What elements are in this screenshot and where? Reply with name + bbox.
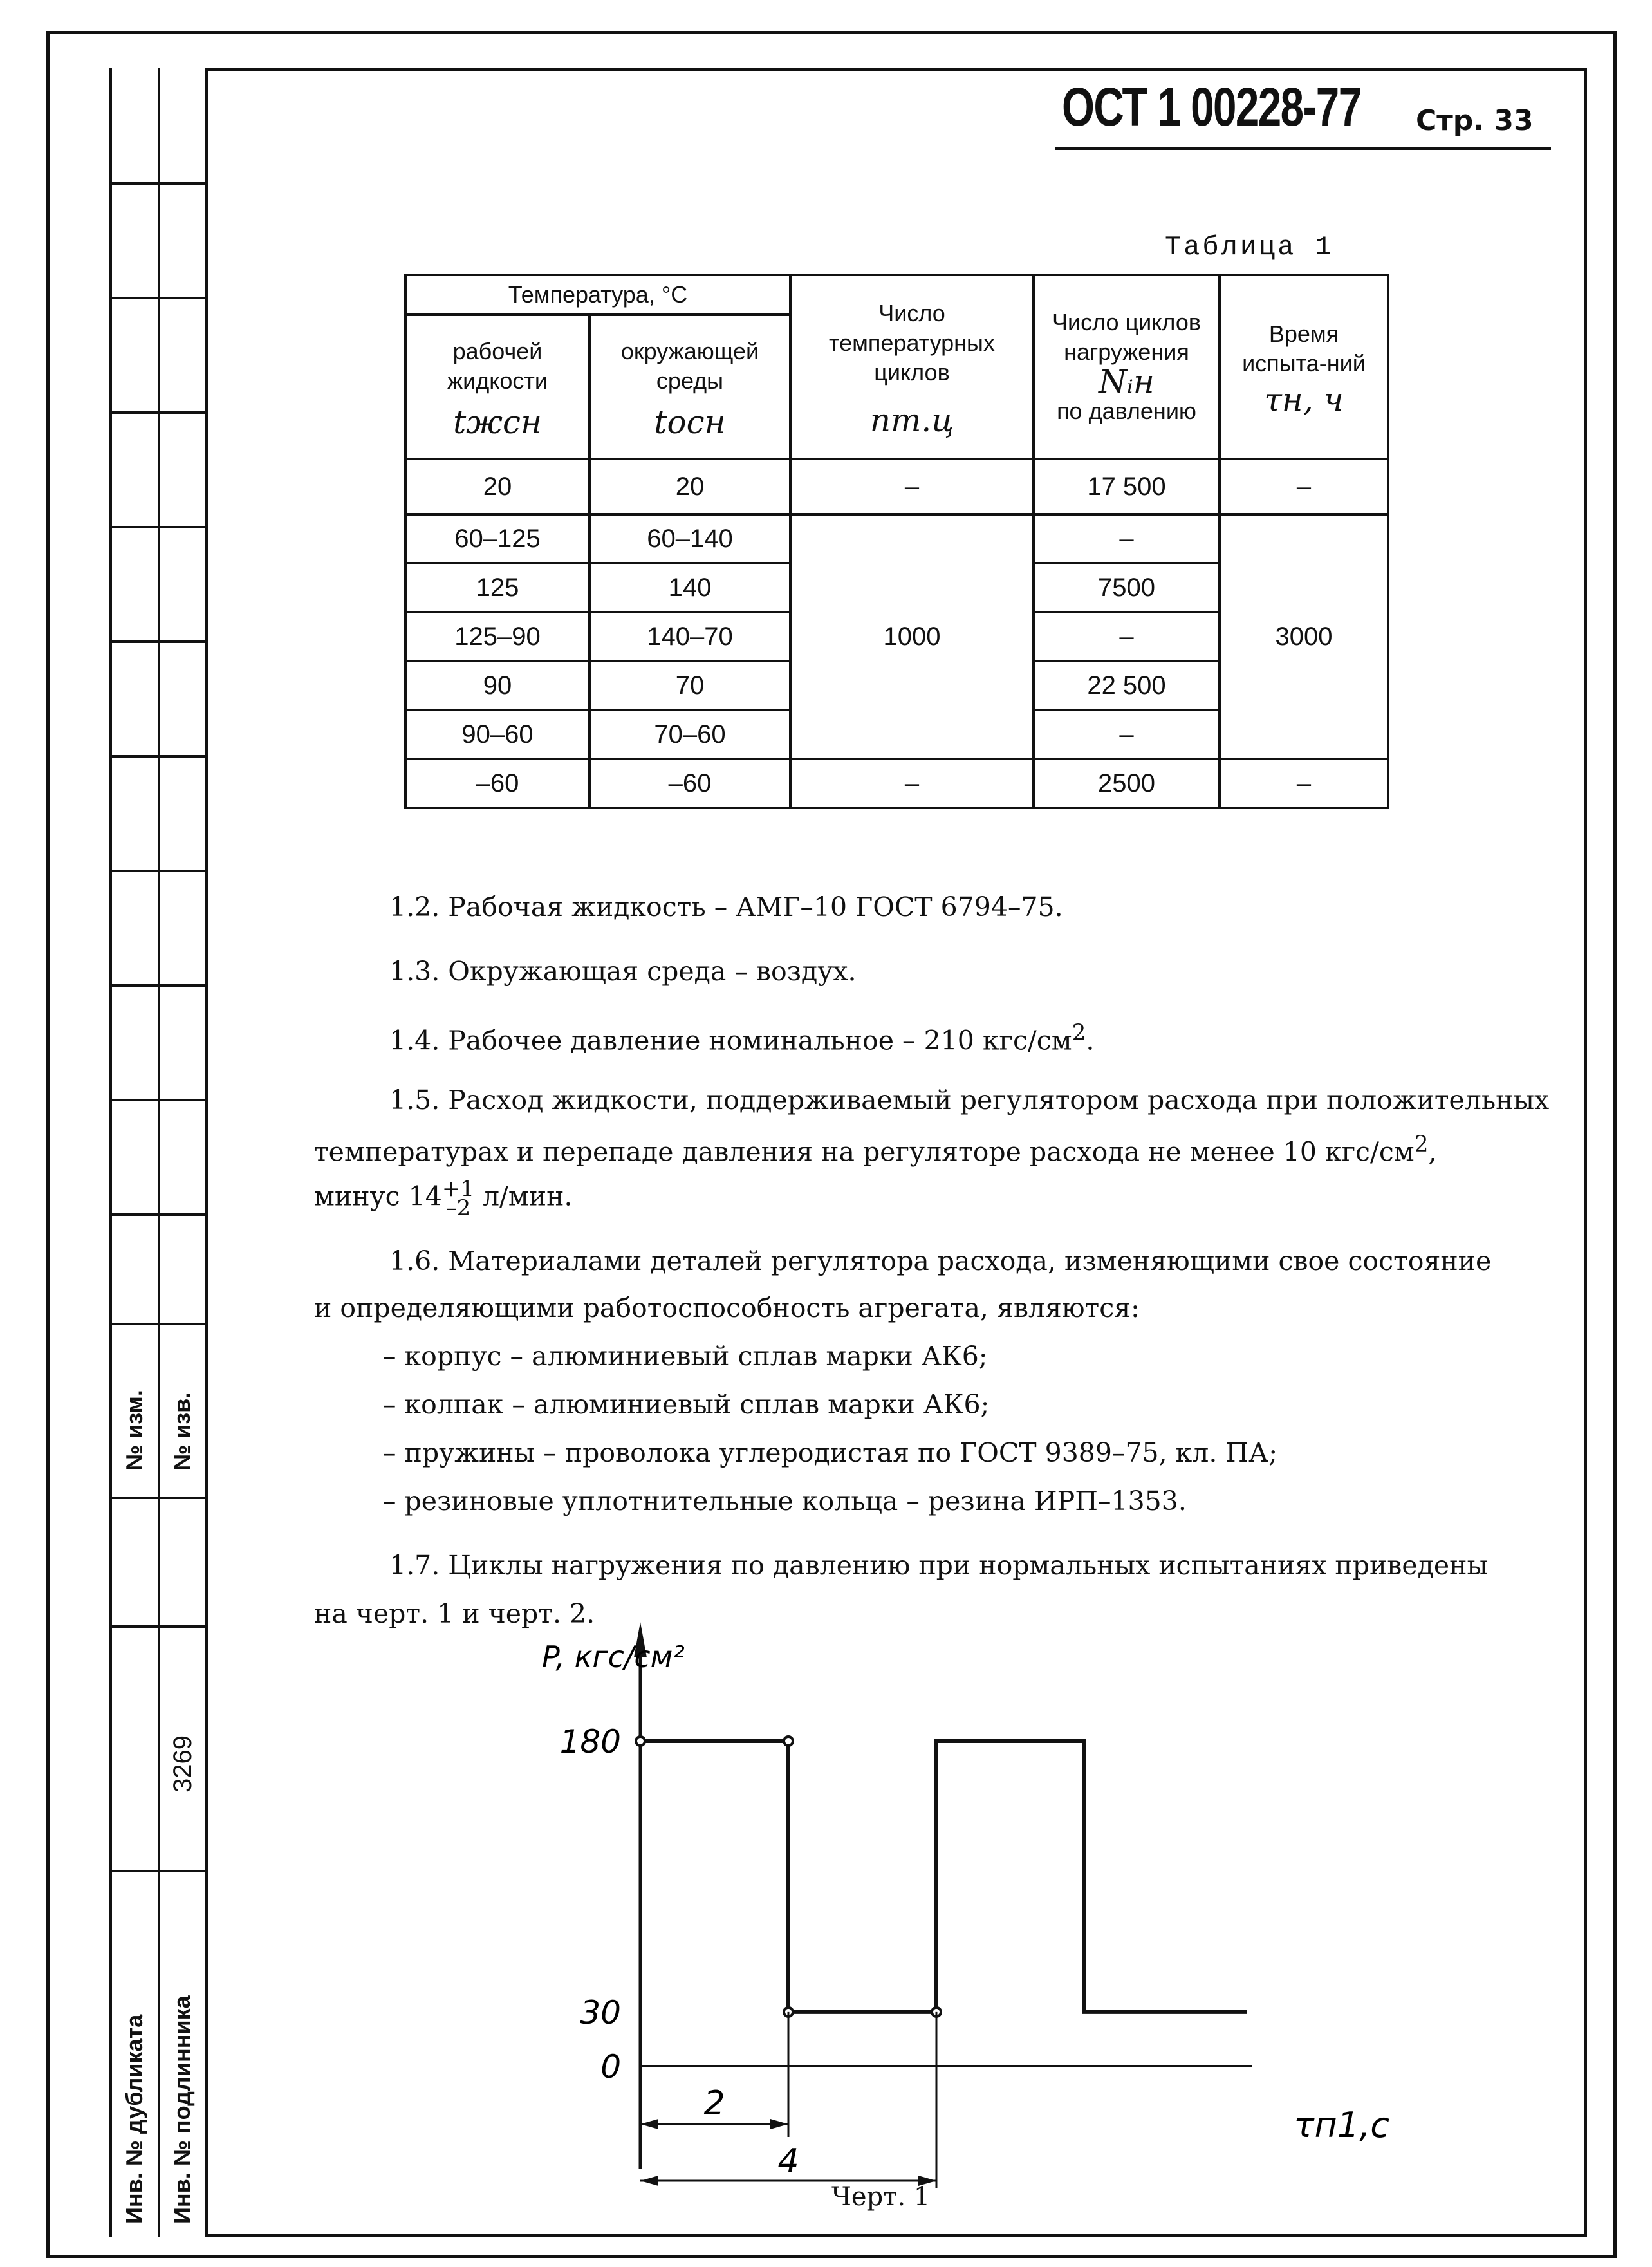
figure-caption: Черт. 1 — [831, 2182, 931, 2212]
header-temperature: Температура, °С — [405, 275, 790, 315]
strip-label-notice-no: № изв. — [169, 1392, 195, 1471]
p15-line2-text: температурах и перепаде давления на регуляторе расхода не менее 10 кгс/см — [314, 1136, 1415, 1168]
header-environment-label: окружающей среды — [620, 338, 759, 394]
chart-labels — [542, 1639, 1389, 2181]
page-number-label: Стр. 33 — [1416, 104, 1534, 137]
header-load-cycles-suffix: по давлению — [1057, 398, 1196, 424]
y-tick-label: 180 — [559, 1723, 621, 1760]
p14-text: 1.4. Рабочее давление номинальное – 210 кгс/см — [389, 1025, 1072, 1056]
p14-end: . — [1086, 1025, 1095, 1056]
paragraph-1-6-line-2: и определяющими работоспособность агрегата, являются: — [314, 1292, 1140, 1323]
cell-t-env: 140 — [589, 563, 790, 612]
cell-time: – — [1220, 459, 1388, 514]
p15-line2-superscript: 2 — [1414, 1132, 1429, 1157]
cell-n-load: 17 500 — [1034, 459, 1220, 514]
cell-n-load: – — [1034, 514, 1220, 563]
cell-t-env: 20 — [589, 459, 790, 514]
data-point — [784, 1737, 793, 1746]
dimension-label: 2 — [703, 2084, 725, 2123]
p15-line3-pre: минус 14 — [314, 1180, 442, 1212]
list-item: – пружины – проволока углеродистая по ГОСТ 9389–75, кл. ПА; — [383, 1437, 1278, 1468]
p15-line3-post: л/мин. — [474, 1180, 573, 1212]
header-load-cycles-label: Число циклов нагружения — [1052, 309, 1201, 365]
list-item: – колпак – алюминиевый сплав марки АК6; — [383, 1389, 990, 1420]
y-tick-label: 0 — [600, 2048, 621, 2085]
cell-t-env: 70–60 — [589, 710, 790, 759]
cell-t-work: –60 — [405, 759, 589, 808]
strip-label-inventory-number: 3269 — [169, 1735, 197, 1793]
cell-t-work: 125 — [405, 563, 589, 612]
cell-t-env: 140–70 — [589, 612, 790, 661]
cell-n-tc: – — [790, 459, 1034, 514]
paragraph-1-7-line-2: на черт. 1 и черт. 2. — [314, 1598, 595, 1629]
chart-axes — [634, 1622, 1252, 2169]
cell-t-env: –60 — [589, 759, 790, 808]
symbol-temp-cycles: nт.ц — [869, 402, 954, 439]
y-axis-label: P, кгс/см² — [542, 1639, 685, 1674]
cell-n-load: – — [1034, 612, 1220, 661]
cell-t-env: 60–140 — [589, 514, 790, 563]
symbol-load-cycles: Nᵢн — [1099, 363, 1155, 400]
data-point — [636, 1737, 645, 1746]
cell-t-work: 20 — [405, 459, 589, 514]
list-item: – резиновые уплотнительные кольца – резина ИРП–1353. — [383, 1486, 1187, 1516]
cell-n-load: 2500 — [1034, 759, 1220, 808]
chart-marks — [636, 1737, 1247, 2188]
header-test-time-label: Время испыта-ний — [1242, 321, 1366, 377]
cell-t-work: 60–125 — [405, 514, 589, 563]
table-caption: Таблица 1 — [1165, 232, 1334, 263]
list-item: – корпус – алюминиевый сплав марки АК6; — [383, 1341, 988, 1372]
series-line — [640, 1741, 1247, 2012]
header-temp-cycles-label: Число температурных циклов — [829, 300, 995, 386]
cell-t-work: 90 — [405, 661, 589, 710]
cell-t-env: 70 — [589, 661, 790, 710]
symbol-test-time: τн, ч — [1264, 381, 1344, 418]
strip-label-original-inv: Инв. № подлинника — [169, 1995, 195, 2224]
cell-n-load: 7500 — [1034, 563, 1220, 612]
paragraph-1-2: 1.2. Рабочая жидкость – АМГ–10 ГОСТ 6794–75. — [389, 891, 1063, 922]
cell-n-tc: – — [790, 759, 1034, 808]
cell-time: – — [1220, 759, 1388, 808]
dimension-arrow — [640, 2176, 658, 2186]
cell-merged-temp-cycles: 1000 — [790, 514, 1034, 759]
dimension-label: 4 — [777, 2142, 799, 2181]
p15-line2-end: , — [1428, 1136, 1437, 1168]
paragraph-1-5-line-1: 1.5. Расход жидкости, поддерживаемый регулятором расхода при положительных — [389, 1085, 1550, 1115]
header-working-fluid-label: рабочей жидкости — [447, 338, 548, 394]
cell-merged-test-time: 3000 — [1220, 514, 1388, 759]
y-tick-label: 30 — [580, 1993, 621, 2031]
symbol-environment: tосн — [654, 404, 726, 441]
document-code: ОСТ 1 00228-77 — [1062, 77, 1361, 137]
strip-label-change-no: № изм. — [121, 1390, 147, 1471]
paragraph-1-6-line-1: 1.6. Материалами деталей регулятора расхода, изменяющими свое состояние — [389, 1245, 1492, 1276]
dimension-arrow — [770, 2119, 788, 2129]
cell-t-work: 125–90 — [405, 612, 589, 661]
strip-label-duplicate-inv: Инв. № дубликата — [121, 2014, 147, 2224]
x-axis-label: τп1,с — [1294, 2105, 1390, 2145]
cell-n-load: – — [1034, 710, 1220, 759]
paragraph-1-7-line-1: 1.7. Циклы нагружения по давлению при нормальных испытаниях приведены — [389, 1550, 1489, 1581]
symbol-working-fluid: tжсн — [453, 404, 542, 441]
paragraph-1-3: 1.3. Окружающая среда – воздух. — [389, 956, 857, 987]
cell-n-load: 22 500 — [1034, 661, 1220, 710]
dimension-arrow — [640, 2119, 658, 2129]
cell-t-work: 90–60 — [405, 710, 589, 759]
tolerance-upper: +1 — [441, 1176, 474, 1202]
tolerance-lower: –2 — [445, 1195, 471, 1221]
p14-superscript: 2 — [1072, 1020, 1086, 1046]
